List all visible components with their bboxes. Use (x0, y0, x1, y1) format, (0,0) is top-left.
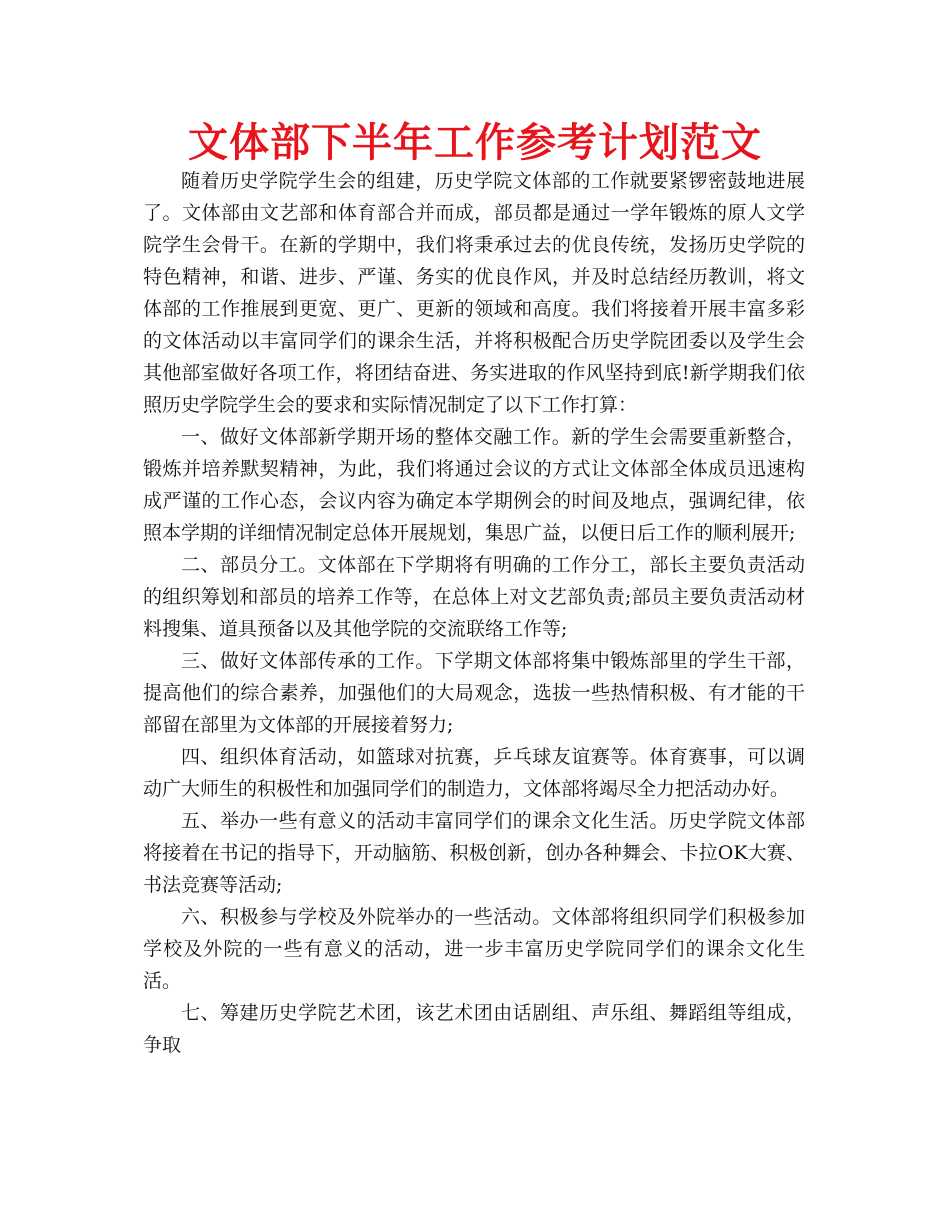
paragraph-item-5: 五、举办一些有意义的活动丰富同学们的课余文化生活。历史学院文体部将接着在书记的指导下，开动脑筋、积极创新，创办各种舞会、卡拉OK大赛、书法竞赛等活动; (143, 810, 805, 896)
paragraph-item-1: 一、做好文体部新学期开场的整体交融工作。新的学生会需要重新整合，锻炼并培养默契精神，为此，我们将通过会议的方式让文体部全体成员迅速构成严谨的工作心态，会议内容为确定本学期例会的时间及地点，强调纪律，依照本学期的详细情况制定总体开展规划，集思广益，以便日后工作的顺利展开; (143, 426, 805, 544)
paragraph-item-6: 六、积极参与学校及外院举办的一些活动。文体部将组织同学们积极参加学校及外院的一些有意义的活动，进一步丰富历史学院同学们的课余文化生活。 (143, 906, 805, 992)
paragraph-item-7: 七、筹建历史学院艺术团，该艺术团由话剧组、声乐组、舞蹈组等组成，争取 (143, 1002, 805, 1056)
paragraph-intro: 随着历史学院学生会的组建，历史学院文体部的工作就要紧锣密鼓地进展了。文体部由文艺部和体育部合并而成，部员都是通过一学年锻炼的原人文学院学生会骨干。在新的学期中，我们将秉承过去的优良传统，发扬历史学院的特色精神，和谐、进步、严谨、务实的优良作风，并及时总结经历教训，将文体部的工作推展到更宽、更广、更新的领域和高度。我们将接着开展丰富多彩的文体活动以丰富同学们的课余生活，并将积极配合历史学院团委以及学生会其他部室做好各项工作，将团结奋进、务实进取的作风坚持到底!新学期我们依照历史学院学生会的要求和实际情况制定了以下工作打算： (143, 170, 805, 416)
paragraph-item-2: 二、部员分工。文体部在下学期将有明确的工作分工，部长主要负责活动的组织筹划和部员的培养工作等，在总体上对文艺部负责;部员主要负责活动材料搜集、道具预备以及其他学院的交流联络工作等; (143, 554, 805, 640)
paragraph-item-3: 三、做好文体部传承的工作。下学期文体部将集中锻炼部里的学生干部，提高他们的综合素养，加强他们的大局观念，选拔一些热情积极、有才能的干部留在部里为文体部的开展接着努力; (143, 650, 805, 736)
paragraph-item-4: 四、组织体育活动，如篮球对抗赛，乒乓球友谊赛等。体育赛事，可以调动广大师生的积极性和加强同学们的制造力，文体部将竭尽全力把活动办好。 (143, 746, 805, 800)
document-title: 文体部下半年工作参考计划范文 (188, 120, 762, 166)
document-body (143, 165, 805, 1061)
